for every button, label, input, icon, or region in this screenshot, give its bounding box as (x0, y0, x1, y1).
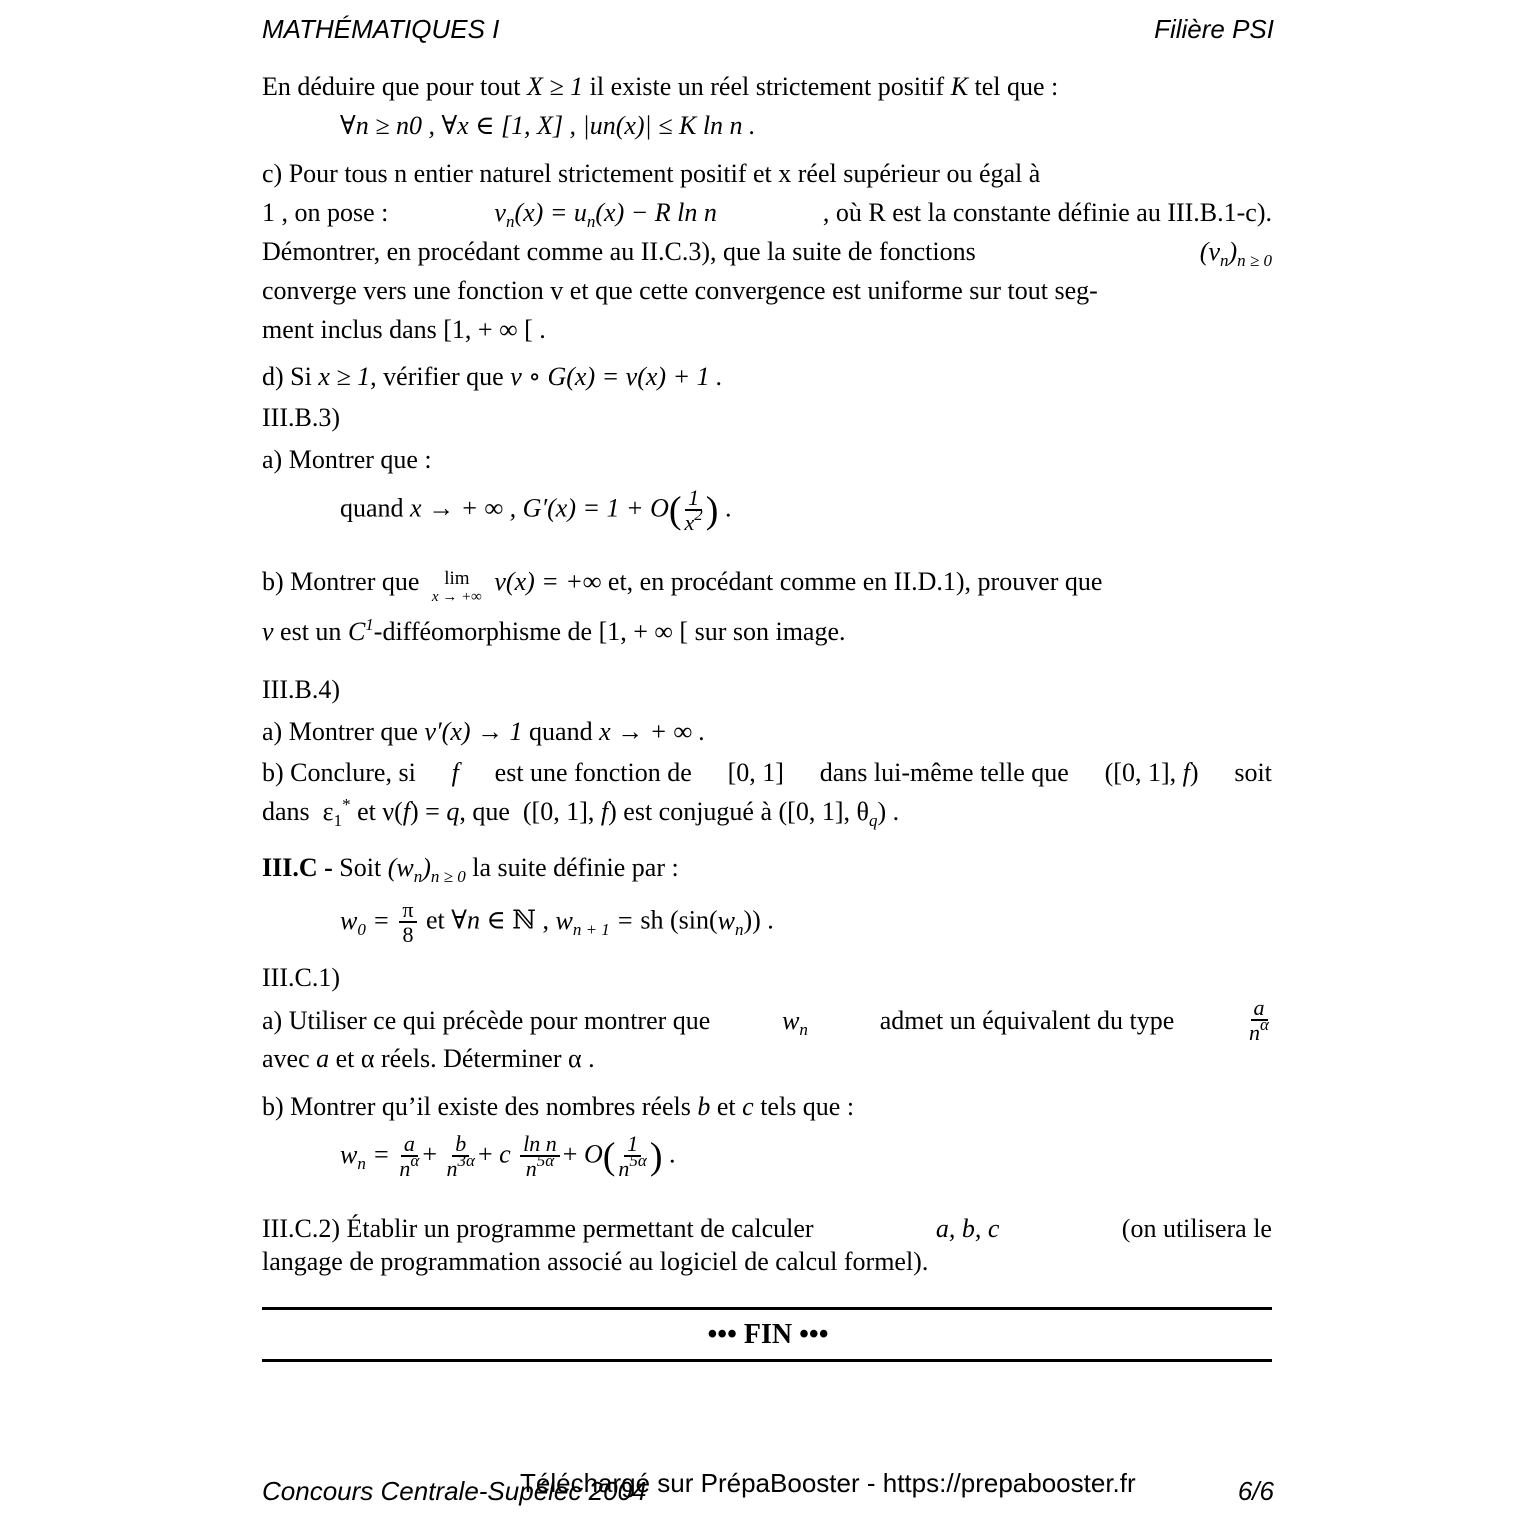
text: avec (262, 1044, 310, 1073)
math: x → + ∞ . (599, 717, 706, 746)
text: , vérifier que (370, 362, 504, 391)
math: $(v_n)_{n \ge 0}$ (1199, 237, 1272, 270)
deduction-statement (262, 74, 1058, 100)
math: x ≥ 1 (318, 362, 371, 391)
text: c) Pour tous n entier naturel strictement positif et x réel supérieur ou égal à (262, 159, 1041, 188)
text: En déduire que pour tout (262, 72, 521, 101)
section-III-C (262, 853, 679, 886)
bound-formula (340, 113, 756, 139)
math: $(w_n)_{n \ge 0}$ (387, 853, 466, 886)
text: , que (459, 797, 510, 826)
end-marker: ••• FIN ••• (707, 1319, 829, 1350)
question-c-line3 (262, 237, 1272, 270)
text: -difféomorphisme de (373, 617, 593, 646)
math: [0, 1] (727, 758, 784, 787)
text: , où R est la constante définie au III.B.1-c). (822, 198, 1272, 227)
math: ([0, 1], $\theta_q$) . (778, 797, 900, 830)
math: ([0, 1], f) (1104, 758, 1199, 787)
divider-bottom (262, 1359, 1272, 1362)
text: b) Conclure, si (262, 758, 416, 787)
math: v ∘ G(x) = v(x) + 1 . (510, 362, 723, 391)
math: $w_n$ (782, 1006, 808, 1039)
question-a-c1-line2: avec a et α réels. Déterminer α . (262, 1044, 595, 1073)
section-III-B-4: III.B.4) (262, 675, 340, 704)
math: ([0, 1], f) (516, 797, 617, 826)
question-b-c1: b) Montrer qu’il existe des nombres réels b et c tels que : (262, 1092, 855, 1121)
fraction: $\frac{a}{n^\alpha}$ (399, 1131, 420, 1182)
section-III-C-2-line2: langage de programmation associé au logiciel de calcul formel). (262, 1247, 929, 1276)
header-track: Filière PSI (1154, 14, 1274, 44)
math: a, b, c (935, 1214, 1000, 1243)
text: et (357, 797, 376, 826)
question-d (262, 364, 723, 390)
fraction: $\frac{\text{ln n}}{n^{5\alpha}}$ (520, 1132, 560, 1181)
math: K (950, 72, 969, 101)
expansion-formula: $w_n$ = $\frac{a}{n^\alpha}$ + $\frac{b}{n^{3\alpha}}$ + c $\frac{\text{ln n}}{n^{5\alpha}}$ + O( $\frac{1}{n^{5\alpha}}$ ) . (340, 1131, 676, 1182)
header-subject: MATHÉMATIQUES I (262, 14, 500, 44)
question-c-line2 (262, 198, 1272, 231)
text: la suite définie par : (472, 853, 679, 882)
text: b) Montrer qu’il existe des nombres réels (262, 1092, 691, 1121)
text: dans lui-même telle que (819, 758, 1069, 787)
text: (on utilisera le (1121, 1214, 1272, 1243)
question-a-b4 (262, 719, 705, 745)
text: b) Montrer que (262, 567, 420, 596)
section-title: III.C - (262, 853, 333, 882)
footer-competition: Concours Centrale-Supélec 2004 (262, 1476, 647, 1506)
sequence-definition: $w_0$ = $\frac{\pi}{8}$ et ∀n ∈ ℕ , $w_{n + 1}$ = sh $(\sin(w_n))$ . (340, 897, 774, 948)
text: a) Montrer que (262, 717, 418, 746)
fraction: $\frac{1}{x^2}$ (684, 485, 703, 536)
math: ν(f) = q (382, 797, 460, 826)
formula-text: ∀n ≥ n0 , ∀x ∈ [1, X] , |un(x)| ≤ K ln n . (340, 111, 756, 140)
text: et, en procédant comme en II.D.1), prouver que (607, 567, 1103, 596)
question-c-line4: converge vers une fonction v et que cette convergence est uniforme sur tout seg- (262, 276, 1098, 305)
question-a-c1-line1 (262, 995, 1272, 1046)
text: sur son image. (694, 617, 846, 646)
text: soit (1234, 758, 1272, 787)
math: $C^1$ (347, 615, 374, 646)
text: réels. Déterminer (381, 1044, 562, 1073)
text: 1 , on pose : (262, 198, 389, 227)
text: est conjugué à (623, 797, 773, 826)
section-III-C-1: III.C.1) (262, 963, 340, 992)
text: il existe un réel strictement positif (589, 72, 945, 101)
text: dans (262, 797, 310, 826)
text: Soit (339, 853, 382, 882)
fraction: $\frac{\pi}{8}$ (399, 898, 416, 947)
text: Démontrer, en procédant comme au II.C.3), que la suite de fonctions (262, 237, 976, 266)
question-b-b3-line1 (262, 569, 1102, 605)
section-III-B-3: III.B.3) (262, 403, 340, 432)
text: a) Utiliser ce qui précède pour montrer que (262, 1006, 711, 1035)
text: est une fonction de (494, 758, 692, 787)
fraction: $\frac{1}{n^{5\alpha}}$ (618, 1131, 647, 1182)
math: $\varepsilon_1^*$ (316, 795, 351, 830)
math: [1, + ∞ [ (598, 617, 689, 646)
footer-page-number: 6/6 (1237, 1476, 1274, 1506)
text: d) Si (262, 362, 312, 391)
footer-watermark: Téléchargé sur PrépaBooster - https://prepabooster.fr (520, 1468, 1136, 1498)
math: f (451, 758, 459, 787)
math: v′(x) → 1 (424, 717, 523, 746)
text: quand (529, 717, 593, 746)
text: tels que : (760, 1092, 855, 1121)
text: tel que : (974, 72, 1059, 101)
text: admet un équivalent du type (879, 1006, 1175, 1035)
text: et (335, 1044, 355, 1073)
fraction: $\frac{a}{n^\alpha}$ (1249, 995, 1269, 1046)
fraction: $\frac{b}{n^{3\alpha}}$ (446, 1131, 475, 1182)
text: quand (340, 493, 404, 523)
text: III.C.2) Établir un programme permettant de calculer (262, 1214, 814, 1243)
math: X ≥ 1 (527, 72, 584, 101)
math: v(x) = +∞ (494, 567, 602, 596)
section-III-C-2-line1 (262, 1216, 1272, 1242)
question-b-b3-line2: v est un $C^1$-difféomorphisme de [1, + ∞ [ sur son image. (262, 615, 846, 646)
limit: lim x → +∞ (431, 568, 482, 605)
math: x → + ∞ , G′(x) = 1 + O (410, 493, 669, 523)
divider-top (262, 1307, 1272, 1310)
text: et (426, 905, 445, 935)
question-a-b3: a) Montrer que : (262, 445, 432, 474)
asymptotic-formula: quand x → + ∞ , G′(x) = 1 + O( $\frac{1}{x^2}$ ) . (340, 485, 732, 536)
text: est un (280, 617, 342, 646)
question-c-line1 (262, 161, 1272, 187)
text: et (716, 1092, 736, 1121)
question-b-b4-line2 (262, 795, 900, 830)
math: $v_n(x) = u_n(x) - R$ ln n (494, 198, 717, 231)
question-c-line5: ment inclus dans [1, + ∞ [ . (262, 315, 546, 344)
question-b-b4-line1 (262, 760, 1272, 786)
